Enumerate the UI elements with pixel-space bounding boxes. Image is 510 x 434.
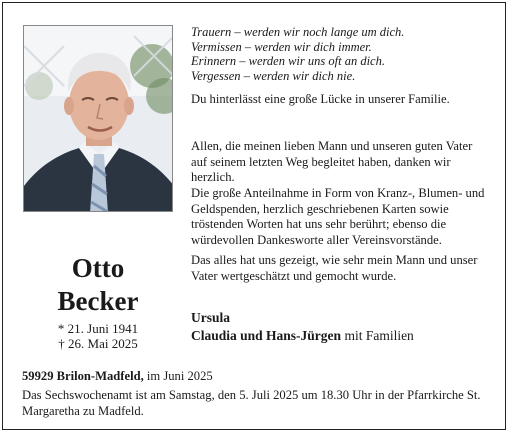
obituary-card (2, 2, 506, 430)
paragraph-loss: Du hinterlässt eine große Lücke in unserer Familie. (191, 92, 450, 106)
place-and-date (22, 368, 213, 384)
deceased-last-name: Becker (57, 286, 139, 316)
paragraph-sympathy: Die große Anteilnahme in Form von Kranz-, Blumen- und Geldspenden, herzlich geschriebenen Karten sowie tröstenden Worten hat uns sehr berührt; ebenso die würdevollen Dankesworte aller Vereinsvorstände. (191, 186, 485, 247)
poem-line: Erinnern – werden wir uns oft an dich. (191, 54, 385, 69)
signatory-children: Claudia und Hans-Jürgen (191, 328, 342, 343)
paragraph-thanks: Allen, die meinen lieben Mann und unseren guten Vater auf seinem letzten Weg begleitet haben, danken wir herzlich. (191, 139, 473, 185)
death-date: † 26. Mai 2025 (58, 336, 138, 351)
signatory-primary: Ursula (191, 310, 231, 325)
place-location: 59929 Brilon-Madfeld, (22, 369, 144, 383)
poem (191, 25, 404, 83)
poem-line: Vermissen – werden wir dich immer. (191, 39, 372, 54)
poem-line: Trauern – werden wir noch lange um dich. (191, 25, 405, 39)
place-date: im Juni 2025 (143, 369, 213, 383)
signatory-suffix: mit Familien (341, 328, 414, 343)
birth-date: * 21. Juni 1941 (57, 321, 139, 336)
mass-announcement: Das Sechswochenamt ist am Samstag, den 5. Juli 2025 um 18.30 Uhr in der Pfarrkirche St. Margaretha zu Madfeld. (22, 388, 481, 418)
poem-line: Vergessen – werden wir dich nie. (191, 68, 356, 83)
portrait-photo (23, 25, 173, 212)
signatory-family (191, 327, 414, 344)
paragraph-appreciation: Das alles hat uns gezeigt, wie sehr mein Mann und unser Vater wertgeschätzt und gemocht wurde. (191, 253, 478, 283)
deceased-first-name: Otto (71, 253, 125, 283)
